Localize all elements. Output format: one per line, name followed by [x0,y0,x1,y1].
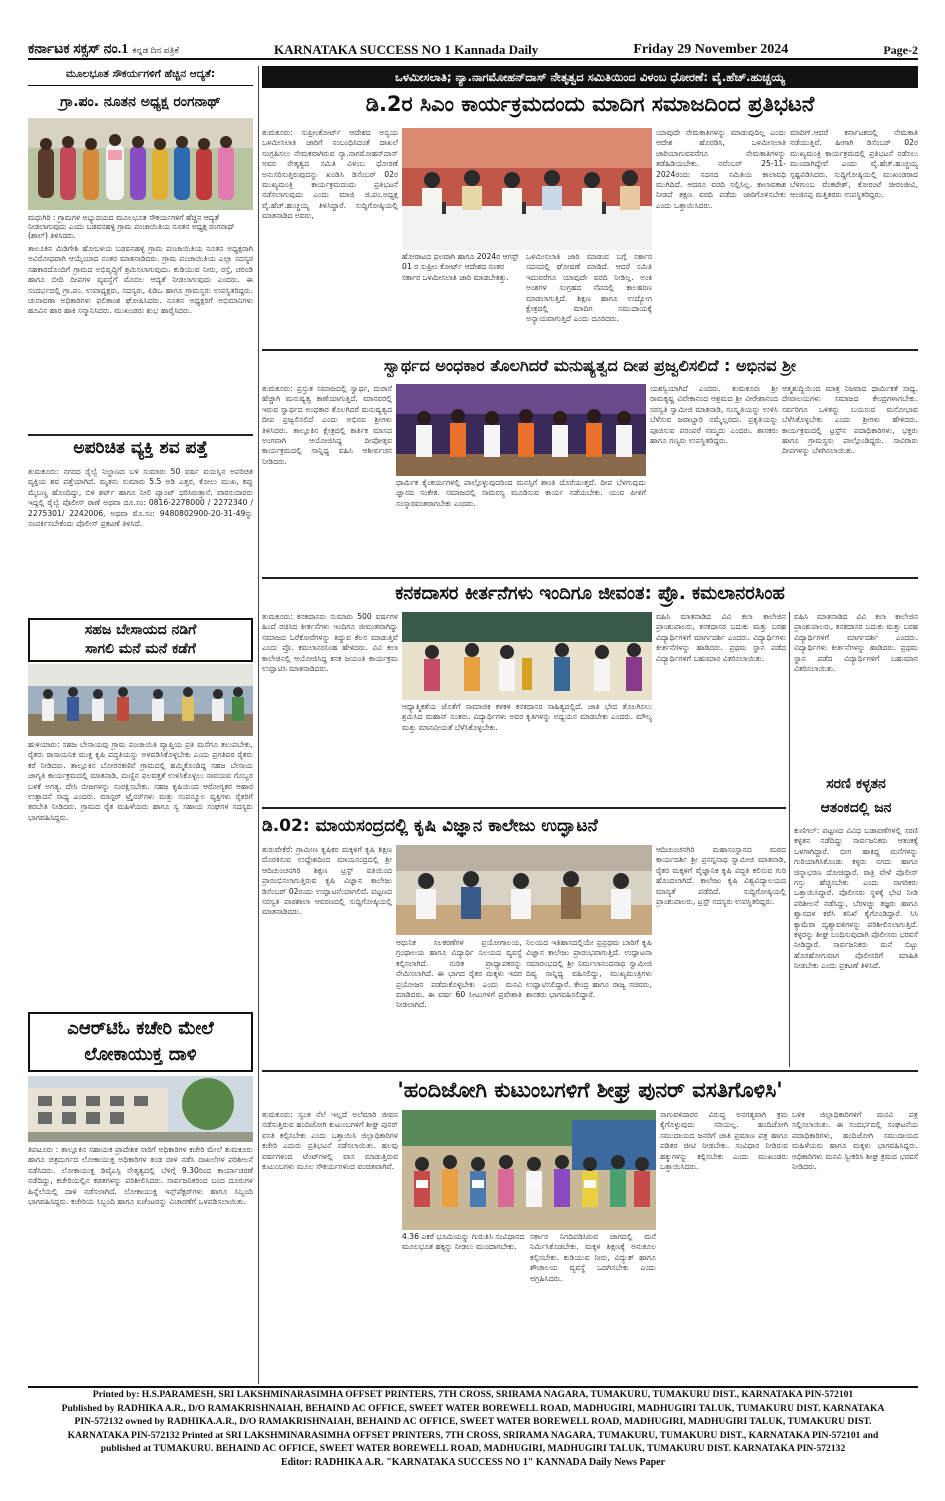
main1-body-col2: ಒಳಮೀಸಲಾತಿ ಜಾರಿ ಮಾಡುವ ಬಗ್ಗೆ ಸರ್ಕಾರ ಸದನದಲ್ಲಿ ಘೋಷಣೆ ಮಾಡಿದೆ. ಆದರೆ ಸಮಿತಿ ಇದುವರೆಗೂ ಯಾವುದೇ ವರದಿ ನೀಡಿಲ್ಲ. ಅಂಕಿ ಅಂಶಗಳ ಸಂಗ್ರಹದ ನೆಪದಲ್ಲಿ ಕಾಲಹರಣ ಮಾಡಲಾಗುತ್ತಿದೆ. ಶಿಕ್ಷಣ ಹಾಗೂ ಉದ್ಯೋಗ ಕ್ಷೇತ್ರದಲ್ಲಿ ಮಾದಿಗ ಸಮುದಾಯಕ್ಕೆ ಅನ್ಯಾಯವಾಗುತ್ತಿದೆ ಎಂದು ದೂರಿದರು. [526,252,652,324]
left4-body: ತಿಪಟೂರು : ತಾಲ್ಲೂಕಿನ ಸಹಾಯಕ ಪ್ರಾದೇಶಿಕ ಸಾರಿಗೆ ಅಧಿಕಾರಿಗಳ ಕಚೇರಿ ಮೇಲೆ ತುಮಕೂರು ಹಾಗೂ ಚಿತ್ರದುರ್ಗದ ಲೋಕಾಯುಕ್ತ ಅಧಿಕಾರಿಗಳ ತಂಡ ದಾಳಿ ನಡೆಸಿ ದಾಖಲೆಗಳ ಪರಿಶೀಲನೆ ನಡೆಸಿದರು. ಲೋಕಾಯುಕ್ತ ಡಿವೈಎಸ್ಪಿ ನೇತೃತ್ವದಲ್ಲಿ ಬೆಳಿಗ್ಗೆ 9.30ರಿಂದ ಕಾರ್ಯಾಚರಣೆ ನಡೆದಿದ್ದು, ಕಚೇರಿಯಲ್ಲಿನ ಕಡತಗಳನ್ನು ಪರಿಶೀಲಿಸಿದರು. ಸಾರ್ವಜನಿಕರಿಂದ ಬಂದ ದೂರುಗಳ ಹಿನ್ನೆಲೆಯಲ್ಲಿ ದಾಳಿ ನಡೆಸಲಾಗಿದೆ. ಲೋಕಾಯುಕ್ತ ಇನ್ಸ್‌ಪೆಕ್ಟರ್‌ಗಳು ಹಾಗೂ ಸಿಬ್ಬಂದಿ ಭಾಗವಹಿಸಿದ್ದರು. ಕಚೇರಿಯ ಸಿಬ್ಬಂದಿ ಹಾಗೂ ಏಜೆಂಟರನ್ನು ವಿಚಾರಣೆಗೆ ಒಳಪಡಿಸಲಾಯಿತು. [28,1145,253,1207]
main3-body-col1: ತುಮಕೂರು: ಕನಕದಾಸರು ಸುಮಾರು 500 ವರ್ಷಗಳ ಹಿಂದೆ ರಚಿಸಿದ ಕೀರ್ತನೆಗಳು ಇಂದಿಗೂ ಜೀವಂತವಾಗಿದ್ದು ಸಮಾಜದ ಓರೆಕೋರೆಗಳನ್ನು ತಿದ್ದುವ ಕೆಲಸ ಮಾಡುತ್ತಿವೆ ಎಂದು ಪ್ರೊ. ಕಮಲಾನರಸಿಂಹ ಹೇಳಿದರು. ವಿವಿ ಕಲಾ ಕಾಲೇಜಿನಲ್ಲಿ ಆಯೋಜಿಸಿದ್ದ ಕನಕ ಜಯಂತಿ ಕಾರ್ಯಕ್ರಮ ಉದ್ಘಾಟಿಸಿ ಮಾತನಾಡಿದರು. [262,612,398,674]
main5-caption: 4.36 ಎಕರೆ ಭೂಮಿಯನ್ನು ಗುರುತಿಸಿ ಸಂವಿಧಾನದ ಮೂಲಭೂತ ಹಕ್ಕನ್ನು ನೀಡಲು ಮುಂದಾಗಬೇಕು. [402,1232,525,1252]
main5-photo [402,1110,656,1230]
left1-kicker: ಮೂಲಭೂತ ಸೌಕರ್ಯಗಳಿಗೆ ಹೆಚ್ಚಿನ ಆದ್ಯತೆ: [28,68,253,86]
left3-headline-box [28,618,253,662]
left3-photo [28,664,253,736]
left3-headline-line2: ಸಾಗಲಿ ಮನೆ ಮನೆ ಕಡೆಗೆ [85,641,196,657]
left3-headline-line1: ಸಹಜ ಬೇಸಾಯದ ನಡಿಗೆ [84,622,197,638]
main1-photo [402,128,652,250]
main4-body-col4: ಆದಿಚುಂಚನಗಿರಿ ಮಹಾಸಂಸ್ಥಾನದ ಮಠದ ಕಾರ್ಯದರ್ಶಿ ಶ್ರೀ ಪ್ರಸನ್ನನಾಥ ಸ್ವಾಮೀಜಿ ಮಾತನಾಡಿ, ರೈತರ ಮಕ್ಕಳಿಗೆ ವೈಜ್ಞಾನಿಕ ಕೃಷಿ ಪದ್ಧತಿ ಕಲಿಸುವ ಗುರಿ ಹೊಂದಲಾಗಿದೆ. ಕಾಲೇಜು ಕೃಷಿ ವಿಶ್ವವಿದ್ಯಾಲಯದ ಮಾನ್ಯತೆ ಪಡೆದಿದೆ. ಸುದ್ದಿಗೋಷ್ಠಿಯಲ್ಲಿ ಪ್ರಾಂಶುಪಾಲರು, ಟ್ರಸ್ಟ್ ಸದಸ್ಯರು ಉಪಸ್ಥಿತರಿದ್ದರು. [656,845,786,907]
top-banner: ಒಳಮೀಸಲಾತಿ; ನ್ಯಾ.ನಾಗಮೋಹನ್‌ದಾಸ್ ನೇತೃತ್ವದ ಸಮಿತಿಯಿಂದ ವಿಳಂಬ ಧೋರಣೆ: ವೈ.ಹೆಚ್.ಹುಚ್ಚಯ್ಯ [262,66,918,88]
left2-headline: ಅಪರಿಚಿತ ವ್ಯಕ್ತಿ ಶವ ಪತ್ತೆ [73,438,208,458]
column-divider [258,66,259,1384]
left4-headline-line2: ಲೋಕಾಯುಕ್ತ ದಾಳಿ [84,1044,197,1065]
main2-body-col3: ಯಶಸ್ವಿಯಾಗಿದೆ ಎಂದರು. ತುಮಕೂರು ಶ್ರೀ ರಾಮಕೃಷ್ಣ ವಿವೇಕಾನಂದ ಆಶ್ರಮದ ಶ್ರೀ ವೀರೇಶಾನಂದ ಸರಸ್ವತಿ ಸ್ವಾಮೀಜಿ ಮಾತನಾಡಿ, ಸಂಸ್ಕೃತಿಯನ್ನು ಉಳಿಸಿ ಬೆಳೆಸುವ ಜವಾಬ್ದಾರಿ ನಮ್ಮೆಲ್ಲರದು. ಪ್ರಕೃತಿಯನ್ನು ಪೂಜಿಸುವ ಪರಂಪರೆ ನಮ್ಮದು ಎಂದರು. ಶಾಸಕರು ಹಾಗೂ ಗಣ್ಯರು ಉಪಸ್ಥಿತರಿದ್ದರು. [650,384,778,446]
right-small-body: ಕುಣಿಗಲ್: ಪಟ್ಟಣದ ವಿವಿಧ ಬಡಾವಣೆಗಳಲ್ಲಿ ಸರಣಿ ಕಳ್ಳತನ ನಡೆದಿದ್ದು ಸಾರ್ವಜನಿಕರು ಆತಂಕಕ್ಕೆ ಒಳಗಾಗಿದ್ದಾರೆ. ಬೀಗ ಹಾಕಿದ್ದ ಮನೆಗಳನ್ನು ಗುರಿಯಾಗಿಸಿಕೊಂಡು ಕಳ್ಳರು ನಗದು ಹಾಗೂ ಚಿನ್ನಾಭರಣ ದೋಚಿದ್ದಾರೆ. ರಾತ್ರಿ ವೇಳೆ ಪೊಲೀಸ್ ಗಸ್ತು ಹೆಚ್ಚಿಸಬೇಕು ಎಂದು ನಾಗರಿಕರು ಒತ್ತಾಯಿಸಿದ್ದಾರೆ. ಪೊಲೀಸರು ಸ್ಥಳಕ್ಕೆ ಭೇಟಿ ನೀಡಿ ಪರಿಶೀಲನೆ ನಡೆಸಿದ್ದು, ಬೆರಳಚ್ಚು ತಜ್ಞರು ಹಾಗೂ ಶ್ವಾನದಳ ಕರೆಸಿ ತನಿಖೆ ಕೈಗೊಂಡಿದ್ದಾರೆ. ಸಿಸಿ ಕ್ಯಾಮೆರಾ ದೃಶ್ಯಾವಳಿಗಳನ್ನು ಪರಿಶೀಲಿಸಲಾಗುತ್ತಿದೆ. ಕಳ್ಳರನ್ನು ಶೀಘ್ರ ಬಂಧಿಸುವುದಾಗಿ ಪೊಲೀಸರು ಭರವಸೆ ನೀಡಿದ್ದಾರೆ. ಸಾರ್ವಜನಿಕರು ಮನೆ ಬಿಟ್ಟು ಹೊರಹೋಗುವಾಗ ಪೊಲೀಸರಿಗೆ ಮಾಹಿತಿ ನೀಡಬೇಕು ಎಂದು ಪ್ರಕಟಣೆ ತಿಳಿಸಿದೆ. [794,826,918,971]
main5-headline: 'ಹಂದಿಜೋಗಿ ಕುಟುಂಬಗಳಿಗೆ ಶೀಘ್ರ ಪುನರ್ ವಸತಿಗೊಳಿಸಿ' [397,1078,783,1102]
divider [262,349,918,351]
imprint-footer [28,1386,918,1486]
main4-body-col3: ನಿಲಯದ ಇತಿಹಾಸದಲ್ಲಿಯೇ ಪ್ರಪ್ರಥಮ ಬಾರಿಗೆ ಕೃಷಿ ವಿಜ್ಞಾನ ಕಾಲೇಜು ಪ್ರಾರಂಭವಾಗುತ್ತಿದೆ. ಉದ್ಘಾಟನಾ ಸಮಾರಂಭದಲ್ಲಿ ಶ್ರೀ ನಿರ್ಮಲಾನಂದನಾಥ ಸ್ವಾಮೀಜಿ ದಿವ್ಯ ಸಾನ್ನಿಧ್ಯ ವಹಿಸಲಿದ್ದು, ಮುಖ್ಯಮಂತ್ರಿಗಳು ಉದ್ಘಾಟಿಸಲಿದ್ದಾರೆ. ಕೇಂದ್ರ ಹಾಗೂ ರಾಜ್ಯ ಸಚಿವರು, ಶಾಸಕರು ಭಾಗವಹಿಸಲಿದ್ದಾರೆ. [526,938,652,1000]
masthead-kannada-title: ಕರ್ನಾಟಕ ಸಕ್ಸಸ್ ನಂ.1 ಕನ್ನಡ ದಿನ ಪತ್ರಿಕೆ [28,42,179,57]
main2-body-col4: ಆತ್ಮಶುದ್ಧಿಯಿಂದ ಮಾತ್ರ ನಿಜವಾದ ಧಾರ್ಮಿಕತೆ ಸಾಧ್ಯ. ದೇವಾಲಯಗಳು ಸಮಾಜದ ಕೇಂದ್ರಗಳಾಗಬೇಕು. ಸರ್ವರಿಗೂ ಒಳಿತನ್ನು ಬಯಸುವ ಮನೋಭಾವ ಬೆಳೆಸಿಕೊಳ್ಳಬೇಕು ಎಂದು ಶ್ರೀಗಳು ಹೇಳಿದರು. ಕಾರ್ಯಕ್ರಮದಲ್ಲಿ ಟ್ರಸ್ಟ್‌ನ ಪದಾಧಿಕಾರಿಗಳು, ಭಕ್ತರು ಹಾಗೂ ಗ್ರಾಮಸ್ಥರು ಪಾಲ್ಗೊಂಡಿದ್ದರು. ಸಾವಿರಾರು ದೀಪಗಳನ್ನು ಬೆಳಗಿಸಲಾಯಿತು. [782,384,918,456]
main5-body-col1: ತುಮಕೂರು: ಸ್ವಂತ ನೆಲೆ ಇಲ್ಲದೆ ಅಲೆಮಾರಿ ಜೀವನ ನಡೆಸುತ್ತಿರುವ ಹಂದಿಜೋಗಿ ಕುಟುಂಬಗಳಿಗೆ ಶೀಘ್ರ ಪುನರ್ ವಸತಿ ಕಲ್ಪಿಸಬೇಕು ಎಂದು ಒತ್ತಾಯಿಸಿ ಜಿಲ್ಲಾಧಿಕಾರಿಗಳ ಕಚೇರಿ ಎದುರು ಪ್ರತಿಭಟನೆ ನಡೆಸಲಾಯಿತು. ಹಲವು ವರ್ಷಗಳಿಂದ ಟೆಂಟ್‌ಗಳಲ್ಲಿ ವಾಸ ಮಾಡುತ್ತಿರುವ ಕುಟುಂಬಗಳು ಮೂಲ ಸೌಕರ್ಯಗಳಿಂದ ವಂಚಿತವಾಗಿವೆ. [262,1110,398,1172]
main3-photo [402,612,652,700]
column-divider [789,612,790,1067]
main5-body-col3: ಸಾಗುವಳಿದಾರರ ವಿರುದ್ಧ ಅನಗತ್ಯವಾಗಿ ಕ್ರಮ ಕೈಗೊಳ್ಳುವುದು ಸರಿಯಲ್ಲ. ಹಂದಿಜೋಗಿ ಸಮುದಾಯದ ಜನರಿಗೆ ಜಾತಿ ಪ್ರಮಾಣ ಪತ್ರ ಹಾಗೂ ಪಡಿತರ ಚೀಟಿ ನೀಡಬೇಕು. ಸಂವಿಧಾನ ನೀಡಿರುವ ಹಕ್ಕುಗಳನ್ನು ಕಲ್ಪಿಸಬೇಕು ಎಂದು ಮುಖಂಡರು ಒತ್ತಾಯಿಸಿದರು. [660,1110,788,1172]
imprint-line: published at TUMAKURU. BEHAIND AC OFFICE, SWEET WATER BOREWELL ROAD, MADHUGIRI, MADHUGIRI TALUK, TUMAKURU DIST. KARNATAKA PIN-572132 [100,1443,846,1455]
main3-body-col3: ವಹಿಸಿ ಮಾತನಾಡಿದ ವಿವಿ ಕಲಾ ಕಾಲೇಜಿನ ಪ್ರಾಂಶುಪಾಲರು, ಕನಕದಾಸರ ಬದುಕು ಮತ್ತು ಬರಹ ವಿದ್ಯಾರ್ಥಿಗಳಿಗೆ ಮಾರ್ಗದರ್ಶಿ ಎಂದರು. ವಿದ್ಯಾರ್ಥಿಗಳು ಕೀರ್ತನೆಗಳನ್ನು ಹಾಡಿದರು. ಪ್ರಥಮ ಸ್ಥಾನ ಪಡೆದ ವಿದ್ಯಾರ್ಥಿಗಳಿಗೆ ಬಹುಮಾನ ವಿತರಿಸಲಾಯಿತು. [656,612,786,663]
main1-headline: ಡಿ.2ರ ಸಿಎಂ ಕಾರ್ಯಕ್ರಮದಂದು ಮಾದಿಗ ಸಮಾಜದಿಂದ ಪ್ರತಿಭಟನೆ [365,92,815,116]
masthead-english-title: KARNATAKA SUCCESS NO 1 Kannada Daily [274,42,539,57]
left1-photo [28,118,253,210]
left4-photo [28,1076,253,1142]
masthead-date: Friday 29 November 2024 [633,42,789,57]
left2-body: ತುಮಕೂರು: ನಗರದ ರೈಲ್ವೆ ನಿಲ್ದಾಣದ ಬಳಿ ಸುಮಾರು 50 ವರ್ಷ ವಯಸ್ಸಿನ ಅಪರಿಚಿತ ವ್ಯಕ್ತಿಯ ಶವ ಪತ್ತೆಯಾಗಿದೆ. ಮೃತನು ಸುಮಾರು 5.5 ಅಡಿ ಎತ್ತರ, ಕೋಲು ಮುಖ, ಕಪ್ಪು ಮೈಬಣ್ಣ ಹೊಂದಿದ್ದು, ಬಿಳಿ ಶರ್ಟ್ ಹಾಗೂ ನೀಲಿ ಪ್ಯಾಂಟ್ ಧರಿಸಿರುತ್ತಾನೆ. ವಾರಸುದಾರರು ಇದ್ದಲ್ಲಿ ರೈಲ್ವೆ ಪೊಲೀಸ್ ಠಾಣೆ ಅಥವಾ ದೂ.ಸಂ: 0816-2278000 / 2272340 / 2275301/ 2242006, ಅಥವಾ ಮೊ.ಸಂ: 9480802900-20-31-49ನ್ನು ಸಂಪರ್ಕಿಸಬೇಕೆಂದು ಪೊಲೀಸ್ ಪ್ರಕಟಣೆ ತಿಳಿಸಿದೆ. [28,467,253,529]
main3-body-col2: ಆಧ್ಯಾತ್ಮಿಕತೆಯ ಜೊತೆಗೆ ಸಾಮಾಜಿಕ ಕಳಕಳಿ ಕನಕದಾಸರ ಸಾಹಿತ್ಯದಲ್ಲಿದೆ. ಜಾತಿ ಭೇದ ತೊಲಗಿಸಲು ಶ್ರಮಿಸಿದ ಮಹಾನ್ ಸಂತರು. ವಿದ್ಯಾರ್ಥಿಗಳು ಅವರ ಕೃತಿಗಳನ್ನು ಅಧ್ಯಯನ ಮಾಡಬೇಕು ಎಂದರು. ಮೌಲ್ಯ ಮತ್ತು ಮಾನವೀಯತೆ ಬೆಳೆಸಿಕೊಳ್ಳಬೇಕು. [402,702,652,732]
main2-body-col2: ಧಾರ್ಮಿಕ ಕೈಂಕರ್ಯಗಳಲ್ಲಿ ಪಾಲ್ಗೊಳ್ಳುವುದರಿಂದ ಮನಸ್ಸಿಗೆ ಶಾಂತಿ ದೊರೆಯುತ್ತದೆ. ದೀಪ ಬೆಳಗುವುದು ಜ್ಞಾನದ ಸಂಕೇತ. ಸಮಾಜದಲ್ಲಿ ಸಾಮರಸ್ಯ ಮೂಡಿಸುವ ಕಾರ್ಯ ನಡೆಯಬೇಕು. ಯುವ ಪೀಳಿಗೆ ಸಂಸ್ಕಾರವಂತರಾಗಬೇಕು ಎಂದರು. [396,478,646,508]
main1-caption: ಹೋರಾಟದ ಫಲವಾಗಿ ಹಾಗೂ 2024ರ ಆಗಸ್ಟ್ 01 ರ ಸುಪ್ರೀಂ ಕೋರ್ಟ್ ಆದೇಶದ ನಂತರ ಸರ್ಕಾರ ಒಳಮೀಸಲಾತಿ ಜಾರಿ ಮಾಡಬೇಕಿತ್ತು. [402,252,519,282]
left1-caption: ಮಧುಗಿರಿ : ಗ್ರಾಮಗಳ ಅಭ್ಯುದಯದ ಮೂಲಭೂತ ಸೌಕರ್ಯಗಳಿಗೆ ಹೆಚ್ಚಿನ ಆದ್ಯತೆ ನೀಡಲಾಗುವುದು ಎಂದು ಬಡವನಹಳ್ಳಿ ಗ್ರಾಮ ಪಂಚಾಯಿತಿಯ ನೂತನ ಅಧ್ಯಕ್ಷ ರಂಗನಾಥ್ (ಶಾಲ್) ತಿಳಿಸಿದರು. [28,213,235,240]
imprint-line: Published by RADHIKA A.R., D/O RAMAKRISHNAIAH, BEHAIND AC OFFICE, SWEET WATER BOREWELL ROAD, MADHUGIRI, MADHUGIRI TALUK, TUMAKURU DIST. KARNATAKA [61,1402,885,1414]
main3-headline: ಕನಕದಾಸರ ಕೀರ್ತನೆಗಳು ಇಂದಿಗೂ ಜೀವಂತ: ಪ್ರೊ. ಕಮಲಾನರಸಿಂಹ [395,583,785,604]
main5-body-col2: ಸರ್ಕಾರ ನಿಗದಿಪಡಿಸಿರುವ ಜಾಗದಲ್ಲಿ ಮನೆ ನಿರ್ಮಿಸಿಕೊಡಬೇಕು. ಮಕ್ಕಳ ಶಿಕ್ಷಣಕ್ಕೆ ಅನುಕೂಲ ಕಲ್ಪಿಸಬೇಕು. ಕುಡಿಯುವ ನೀರು, ವಿದ್ಯುತ್ ಹಾಗೂ ಶೌಚಾಲಯ ವ್ಯವಸ್ಥೆ ಒದಗಿಸಬೇಕು ಎಂದು ಆಗ್ರಹಿಸಿದರು. [530,1232,656,1283]
left3-body: ಹುಳಿಯಾರು: ಸಹಜ ಬೇಸಾಯವು ಗ್ರಾಮ ಪಂಚಾಯಿತಿ ವ್ಯಾಪ್ತಿಯ ಪ್ರತಿ ಮನೆಗೂ ತಲುಪಬೇಕು, ರೈತರು ರಾಸಾಯನಿಕ ಮುಕ್ತ ಕೃಷಿ ಪದ್ಧತಿಯನ್ನು ಅಳವಡಿಸಿಕೊಳ್ಳಬೇಕು ಎಂದು ಪ್ರಗತಿಪರ ರೈತರು ಕರೆ ನೀಡಿದರು. ತಾಲ್ಲೂಕಿನ ಬೋರನಕಣಿವೆ ಗ್ರಾಮದಲ್ಲಿ ಹಮ್ಮಿಕೊಂಡಿದ್ದ ಸಹಜ ಬೇಸಾಯ ಜಾಗೃತಿ ಕಾರ್ಯಕ್ರಮದಲ್ಲಿ ಮಾತನಾಡಿ, ಮಣ್ಣಿನ ಫಲವತ್ತತೆ ಉಳಿಸಿಕೊಳ್ಳಲು ಸಾವಯವ ಗೊಬ್ಬರ ಬಳಕೆ ಅಗತ್ಯ. ದೇಸಿ ಬೀಜಗಳನ್ನು ಸಂರಕ್ಷಿಸಬೇಕು. ಸಹಜ ಕೃಷಿಯಿಂದ ಆರೋಗ್ಯಕರ ಆಹಾರ ಉತ್ಪಾದನೆ ಸಾಧ್ಯ ಎಂದರು. ಮಾಸ್ಟರ್ ಟ್ರೈನರ್‌ಗಳು ಮತ್ತು ಸಂಪನ್ಮೂಲ ವ್ಯಕ್ತಿಗಳು ರೈತರಿಗೆ ತರಬೇತಿ ನೀಡಿದರು. ಗ್ರಾಮದ ರೈತ ಮಹಿಳೆಯರು ಹಾಗೂ ಸ್ವ ಸಹಾಯ ಸಂಘಗಳ ಸದಸ್ಯರು ಭಾಗವಹಿಸಿದ್ದರು. [28,740,253,822]
main2-body-col1: ತುಮಕೂರು: ಪ್ರಸ್ತುತ ಸಮಾಜದಲ್ಲಿ ಸ್ವಾರ್ಥ, ದುರಾಸೆ ಹೆಚ್ಚಾಗಿ ಮನುಷ್ಯತ್ವ ಕಾಣೆಯಾಗುತ್ತಿದೆ. ಮಾನವರಲ್ಲಿ ಇರುವ ಸ್ವಾರ್ಥದ ಅಂಧಕಾರ ತೊಲಗಿದರೆ ಮನುಷ್ಯತ್ವದ ದೀಪ ಪ್ರಜ್ವಲಿಸಲಿದೆ ಎಂದು ಅಭಿನವ ಶ್ರೀಗಳು ತಿಳಿಸಿದರು. ತಾಲ್ಲೂಕಿನ ಕ್ಷೇತ್ರದಲ್ಲಿ ಕಾರ್ತಿಕ ಮಾಸದ ಅಂಗವಾಗಿ ಆಯೋಜಿಸಿದ್ದ ದೀಪೋತ್ಸವ ಕಾರ್ಯಕ್ರಮದಲ್ಲಿ ಸಾನ್ನಿಧ್ಯ ವಹಿಸಿ ಆಶೀರ್ವಚನ ನೀಡಿದರು. [262,384,392,466]
main2-headline: ಸ್ವಾರ್ಥದ ಅಂಧಕಾರ ತೊಲಗಿದರೆ ಮನುಷ್ಯತ್ವದ ದೀಪ ಪ್ರಜ್ವಲಿಸಲಿದೆ : ಅಭಿನವ ಶ್ರೀ [383,356,797,375]
main4-body-col2: ಆಧುನಿಕ ಸಲಕರಣೆಗಳ ಪ್ರಯೋಗಾಲಯ, ಗ್ರಂಥಾಲಯ ಹಾಗೂ ವಿದ್ಯಾರ್ಥಿ ನಿಲಯದ ವ್ಯವಸ್ಥೆ ಕಲ್ಪಿಸಲಾಗಿದೆ. ನುರಿತ ಪ್ರಾಧ್ಯಾಪಕರನ್ನು ನೇಮಿಸಲಾಗಿದೆ. ಈ ಭಾಗದ ರೈತರ ಮಕ್ಕಳು ಇದರ ಪ್ರಯೋಜನ ಪಡೆದುಕೊಳ್ಳಬೇಕು ಎಂದು ಮನವಿ ಮಾಡಿದರು. ಈ ವರ್ಷ 60 ಸೀಟುಗಳಿಗೆ ಪ್ರವೇಶಾತಿ ನೀಡಲಾಗಿದೆ. [396,938,522,1010]
main4-headline: ಡಿ.02: ಮಾಯಸಂದ್ರದಲ್ಲಿ ಕೃಷಿ ವಿಜ್ಞಾನ ಕಾಲೇಜು ಉದ್ಘಾಟನೆ [262,816,598,836]
editor-line: Editor: RADHIKA A.R. "KARNATAKA SUCCESS NO 1" KANNADA Daily News Paper [280,1456,666,1468]
main1-body-col1: ತುಮಕೂರು: ಸುಪ್ರೀಂಕೋರ್ಟ್ ಆದೇಶದ ಅನ್ವಯ ಒಳಮೀಸಲಾತಿ ಜಾರಿಗೆ ಸಂಬಂಧಿಸಿದಂತೆ ದಾಖಲೆ ಸಂಗ್ರಹಿಸಲು ನೇಮಕವಾಗಿರುವ ನ್ಯಾ.ನಾಗಮೋಹನ್‌ದಾಸ್ ಅವರ ನೇತೃತ್ವದ ಸಮಿತಿ ವಿಳಂಬ ಧೋರಣೆ ಅನುಸರಿಸುತ್ತಿರುವುದನ್ನು ಖಂಡಿಸಿ ಡಿಸೆಂಬರ್ 02ರ ಮುಖ್ಯಮಂತ್ರಿ ಕಾರ್ಯಕ್ರಮದಂದು ಪ್ರತಿಭಟನೆ ನಡೆಸಲಾಗುವುದು ಎಂದು ಮಾಜಿ ಜಿ.ಪಂ.ಅಧ್ಯಕ್ಷ ವೈ.ಹೆಚ್.ಹುಚ್ಚಯ್ಯ ತಿಳಿಸಿದ್ದಾರೆ. ಸುದ್ದಿಗೋಷ್ಠಿಯಲ್ಲಿ ಮಾತನಾಡಿದ ಅವರು, [262,128,398,221]
right-small-body-top: ವಹಿಸಿ ಮಾತನಾಡಿದ ವಿವಿ ಕಲಾ ಕಾಲೇಜಿನ ಪ್ರಾಂಶುಪಾಲರು, ಕನಕದಾಸರ ಬದುಕು ಮತ್ತು ಬರಹ ವಿದ್ಯಾರ್ಥಿಗಳಿಗೆ ಮಾರ್ಗದರ್ಶಿ ಎಂದರು. ವಿದ್ಯಾರ್ಥಿಗಳು ಕೀರ್ತನೆಗಳನ್ನು ಹಾಡಿದರು. ಪ್ರಥಮ ಸ್ಥಾನ ಪಡೆದ ವಿದ್ಯಾರ್ಥಿಗಳಿಗೆ ಬಹುಮಾನ ವಿತರಿಸಲಾಯಿತು. [794,612,918,674]
page-number: Page-2 [883,43,918,57]
left1-body: ತಾಲೂಕಿನ ಮಿಡಿಗೇಶಿ ಹೋಬಳಿಯ ಬಡವನಹಳ್ಳಿ ಗ್ರಾಮ ಪಂಚಾಯಿತಿಯ ನೂತನ ಅಧ್ಯಕ್ಷರಾಗಿ ಅವಿರೋಧವಾಗಿ ಆಯ್ಕೆಯಾದ ನಂತರ ಮಾತನಾಡಿದರು. ಗ್ರಾಮ ಪಂಚಾಯಿತಿಯ ಎಲ್ಲಾ ಸದಸ್ಯರ ಸಹಕಾರದೊಂದಿಗೆ ಗ್ರಾಮದ ಅಭಿವೃದ್ಧಿಗೆ ಶ್ರಮಿಸಲಾಗುವುದು. ಕುಡಿಯುವ ನೀರು, ರಸ್ತೆ, ಚರಂಡಿ ಹಾಗೂ ಬೀದಿ ದೀಪಗಳ ವ್ಯವಸ್ಥೆಗೆ ಮೊದಲ ಆದ್ಯತೆ ನೀಡಲಾಗುವುದು ಎಂದರು. ಈ ಸಂದರ್ಭದಲ್ಲಿ ಗ್ರಾ.ಪಂ. ಉಪಾಧ್ಯಕ್ಷರು, ಸದಸ್ಯರು, ಪಿಡಿಒ ಹಾಗೂ ಗ್ರಾಮಸ್ಥರು ಉಪಸ್ಥಿತರಿದ್ದರು. ಚುನಾವಣಾ ಅಧಿಕಾರಿಗಳು ಫಲಿತಾಂಶ ಘೋಷಿಸಿದರು. ನೂತನ ಅಧ್ಯಕ್ಷರಿಗೆ ಅಭಿಮಾನಿಗಳು ಹೂವಿನ ಹಾರ ಹಾಕಿ ಸನ್ಮಾನಿಸಿದರು. ಮುಖಂಡರು ಶುಭ ಹಾರೈಸಿದರು. [28,244,253,316]
divider [28,434,253,436]
main4-photo [396,845,652,935]
main4-body-col1: ತುರುವೇಕೆರೆ: ಗ್ರಾಮೀಣ ಕೃಷಿಕರ ಮಕ್ಕಳಿಗೆ ಕೃಷಿ ಶಿಕ್ಷಣ ದೊರಕಿಸುವ ಉದ್ದೇಶದಿಂದ ಮಾಯಸಂದ್ರದಲ್ಲಿ ಶ್ರೀ ಆದಿಚುಂಚನಗಿರಿ ಶಿಕ್ಷಣ ಟ್ರಸ್ಟ್ ವತಿಯಿಂದ ಪ್ರಾರಂಭಿಸಲಾಗುತ್ತಿರುವ ಕೃಷಿ ವಿಜ್ಞಾನ ಕಾಲೇಜು ಡಿಸೆಂಬರ್ 02ರಂದು ಉದ್ಘಾಟನೆಯಾಗಲಿದೆ. ಪಟ್ಟಣದ ಸರಸ್ವತಿ ಪಾಠಶಾಲಾ ಆವರಣದಲ್ಲಿ ಸುದ್ದಿಗೋಷ್ಠಿಯಲ್ಲಿ ಮಾತನಾಡಿದರು. [262,845,392,917]
main5-body-col4: ಬಳಿಕ ಜಿಲ್ಲಾಧಿಕಾರಿಗಳಿಗೆ ಮನವಿ ಪತ್ರ ಸಲ್ಲಿಸಲಾಯಿತು. ಈ ಸಂದರ್ಭದಲ್ಲಿ ಸಂಘಟನೆಯ ಪದಾಧಿಕಾರಿಗಳು, ಹಂದಿಜೋಗಿ ಸಮುದಾಯದ ಮಹಿಳೆಯರು ಹಾಗೂ ಮಕ್ಕಳು ಭಾಗವಹಿಸಿದ್ದರು. ಅಧಿಕಾರಿಗಳು ಮನವಿ ಸ್ವೀಕರಿಸಿ ಶೀಘ್ರ ಕ್ರಮದ ಭರವಸೆ ನೀಡಿದರು. [792,1110,918,1172]
masthead [28,38,918,60]
right-small-headline-line2: ಆತಂಕದಲ್ಲಿ ಜನ [820,800,892,816]
right-small-headline-line1: ಸರಣಿ ಕಳ್ಳತನ [826,776,886,792]
left1-headline: ಗ್ರಾ.ಪಂ. ನೂತನ ಅಧ್ಯಕ್ಷ ರಂಗನಾಥ್ [60,94,221,110]
imprint-line: PIN-572132 owned by RADHIKA.A.R., D/O RAMAKRISHNAIAH, BEHAIND AC OFFICE, SWEET WATER BOREWELL ROAD, MADHUGIRI, MADHUGIRI TALUK, TUMAKURU DIST. [74,1416,872,1428]
divider [262,1070,918,1072]
main1-body-col3: ಯಾವುದೇ ನೇಮಕಾತಿಗಳನ್ನು ಮಾಡುವುದಿಲ್ಲ ಎಂದು ಆದೇಶ ಹೊರಡಿಸಿ, ಒಳಮೀಸಲಾತಿ ಜಾರಿಯಾಗುವವರೆಗೂ ನೇಮಕಾತಿಗಳನ್ನು ತಡೆಹಿಡಿಯಬೇಕು. ನವೆಂಬರ್ 25-11-2024ರಂದು ಸದನದ ಸಮಿತಿಯ ಕಾಲಾವಧಿ ಮುಗಿದಿದೆ. ಆದರೂ ವರದಿ ಸಲ್ಲಿಸಿಲ್ಲ. ಕಾಲಾವಕಾಶ ನೀಡದೆ ತಕ್ಷಣ ವರದಿ ಪಡೆದು ಜಾರಿಗೊಳಿಸಬೇಕು ಎಂದು ಒತ್ತಾಯಿಸಿದರು. [656,128,786,210]
divider [262,577,918,579]
left4-headline-line1: ಎಆರ್‌ಟಿಓ ಕಚೇರಿ ಮೇಲೆ [67,1018,214,1039]
left4-headline-box [28,1012,253,1072]
imprint-line: Printed by: H.S.PARAMESH, SRI LAKSHMINARASIMHA OFFSET PRINTERS, 7TH CROSS, SRIRAMA NAGARA, TUMAKURU, TUMAKURU DIST., KARNATAKA PIN-572101 [92,1389,854,1400]
main2-photo [396,384,646,476]
main1-body-col4: ಮಾದಿಗ್.ಆದರೆ ಕರ್ನಾಟಕದಲ್ಲಿ ನೇಮಕಾತಿ ನಡೆಯುತ್ತಿವೆ. ಹೀಗಾಗಿ ಡಿಸೆಂಬರ್ 02ರ ಮುಖ್ಯಮಂತ್ರಿ ಕಾರ್ಯಕ್ರಮದಲ್ಲಿ ಪ್ರತಿಭಟನೆ ನಡೆಸಲು ಮುಂದಾಗಿದ್ದೇವೆ ಎಂದು ವೈ.ಹೆಚ್.ಹುಚ್ಚಯ್ಯ ಸ್ಪಷ್ಟಪಡಿಸಿದರು. ಸುದ್ದಿಗೋಷ್ಠಿಯಲ್ಲಿ ಮುಖಂಡರಾದ ಬೆಳಗುಂಬ ವೆಂಕಟೇಶ್, ಕೋರಂಟೆ ಚೀರಂಜೀವಿ, ಆಂಜಿನಪ್ಪ ಮತ್ತಿತರರು ಉಪಸ್ಥಿತರಿದ್ದರು. [790,128,918,200]
divider [262,807,786,809]
imprint-line: KARNATAKA PIN-572132 Printed at SRI LAKSHMINARASIMHA OFFSET PRINTERS, 7TH CROSS, SRIRAMA NAGARA, TUMAKURU, TUMAKURU DIST., KARNATAKA PIN-572101 and [67,1429,879,1441]
